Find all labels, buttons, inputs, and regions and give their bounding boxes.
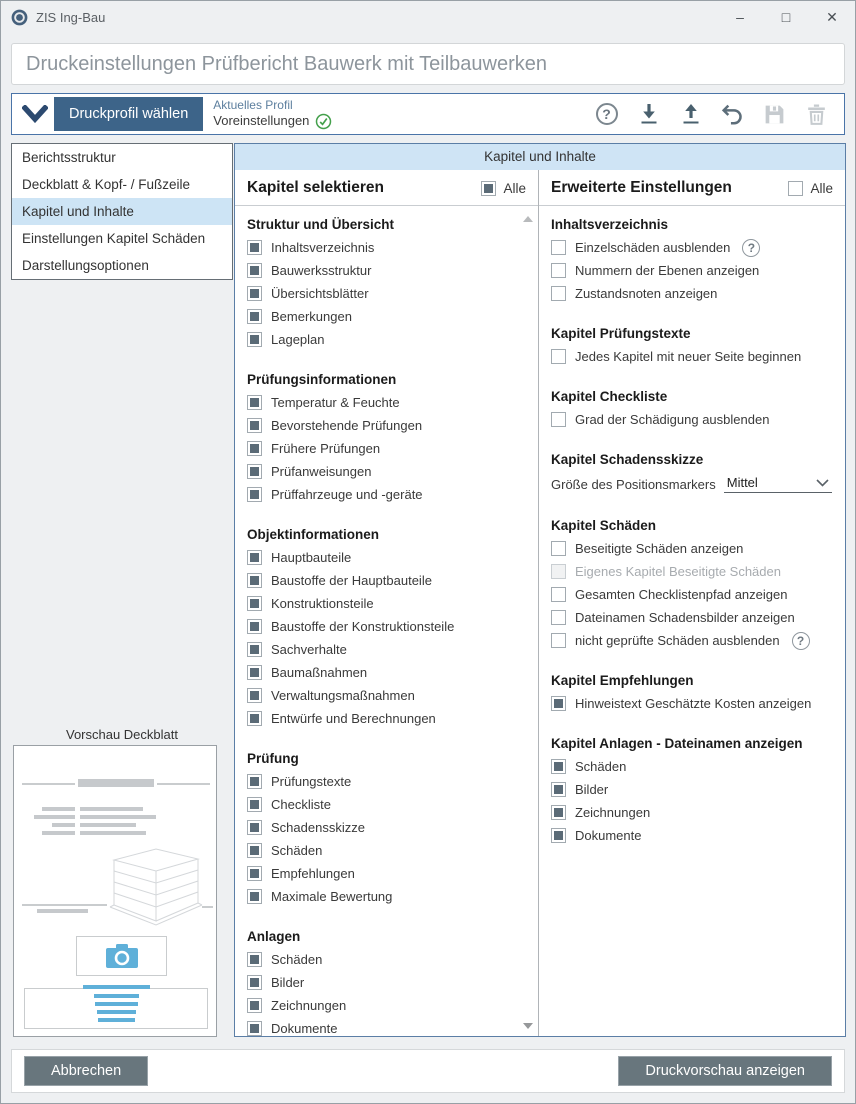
checkbox[interactable]	[551, 782, 566, 797]
chapter-item[interactable]	[247, 1017, 526, 1036]
checkbox[interactable]	[247, 596, 262, 611]
settings-nav-list	[11, 143, 233, 280]
chapter-item[interactable]	[247, 328, 526, 351]
checkbox[interactable]	[247, 418, 262, 433]
camera-icon	[105, 943, 139, 974]
checkbox-label: Prüfanweisungen	[271, 464, 372, 479]
checkbox-label: Verwaltungsmaßnahmen	[271, 688, 415, 703]
checkbox[interactable]	[551, 240, 566, 255]
scroll-down-arrow[interactable]	[523, 1023, 533, 1029]
checkbox[interactable]	[247, 797, 262, 812]
section-title: Kapitel Prüfungstexte	[551, 326, 691, 341]
window-title: ZIS Ing-Bau	[36, 9, 106, 25]
checkbox-label: Dokumente	[271, 1021, 338, 1036]
section-title: Kapitel Schadensskizze	[551, 452, 704, 467]
dropdown-value: Mittel	[726, 475, 758, 490]
checkbox[interactable]	[247, 332, 262, 347]
advanced-item[interactable]	[551, 282, 833, 305]
chapter-item[interactable]	[247, 414, 526, 437]
chapter-item[interactable]	[247, 592, 526, 615]
advanced-section	[551, 385, 833, 431]
cover-sketch-baseline	[22, 904, 107, 906]
dropdown-label: Größe des Positionsmarkers	[551, 476, 716, 492]
checkbox-label: Inhaltsverzeichnis	[271, 240, 375, 255]
checkbox-label: Schäden	[575, 759, 627, 774]
checkbox[interactable]	[247, 820, 262, 835]
advanced-item[interactable]	[551, 408, 833, 431]
chapter-item[interactable]	[247, 684, 526, 707]
chapter-item[interactable]	[247, 437, 526, 460]
section-title: Kapitel Schäden	[551, 518, 657, 533]
chapter-item[interactable]	[247, 885, 526, 908]
section-title: Kapitel Checkliste	[551, 389, 668, 404]
cover-sketch-row	[34, 815, 75, 819]
checkbox[interactable]	[247, 286, 262, 301]
checkbox[interactable]	[551, 633, 566, 648]
chapter-item[interactable]	[247, 816, 526, 839]
checkbox-label: Gesamten Checklistenpfad anzeigen	[575, 587, 788, 602]
checkbox[interactable]	[247, 688, 262, 703]
checkbox[interactable]	[247, 240, 262, 255]
minimize-button[interactable]: –	[736, 9, 744, 25]
export-arrow-up-icon	[679, 102, 703, 127]
checkbox[interactable]	[247, 395, 262, 410]
checkbox[interactable]	[247, 665, 262, 680]
checkbox-label: Zeichnungen	[271, 998, 347, 1013]
checkbox[interactable]	[247, 464, 262, 479]
chapter-item[interactable]	[247, 638, 526, 661]
checkbox[interactable]	[551, 412, 566, 427]
checkbox-label: Hauptbauteile	[271, 550, 352, 565]
cover-text-line	[98, 1018, 135, 1022]
checkbox[interactable]	[247, 441, 262, 456]
checkbox[interactable]	[247, 619, 262, 634]
advanced-item[interactable]	[551, 259, 833, 282]
checkbox-label: Baustoffe der Hauptbauteile	[271, 573, 432, 588]
choose-print-profile-button[interactable]: Druckprofil wählen	[54, 97, 203, 131]
checkbox[interactable]	[247, 975, 262, 990]
section-title: Prüfung	[247, 751, 299, 766]
undo-arrow-icon	[720, 102, 745, 127]
section-title: Anlagen	[247, 929, 301, 944]
chevron-down-icon	[816, 479, 829, 487]
floppy-disk-icon	[762, 102, 787, 127]
advanced-section	[551, 322, 833, 368]
chapter-select-title: Kapitel selektieren	[247, 179, 384, 196]
chapter-item[interactable]	[247, 948, 526, 971]
checkbox-label: Schäden	[271, 843, 323, 858]
checkbox-label: Checkliste	[271, 797, 331, 812]
checkbox-label: Prüfungstexte	[271, 774, 352, 789]
checkbox-label: Schadensskizze	[271, 820, 365, 835]
question-circle-icon[interactable]: ?	[792, 632, 810, 650]
advanced-item[interactable]	[551, 801, 833, 824]
advanced-section	[551, 732, 833, 847]
chapter-item[interactable]	[247, 615, 526, 638]
checkbox[interactable]	[551, 828, 566, 843]
select-all-chapters[interactable]: Alle	[481, 181, 526, 196]
section-title: Struktur und Übersicht	[247, 217, 395, 232]
chapter-item[interactable]	[247, 770, 526, 793]
checkbox[interactable]	[247, 487, 262, 502]
cover-text-line	[94, 994, 139, 998]
sidebar-item-darstellungsoptionen[interactable]: Darstellungsoptionen	[22, 258, 149, 273]
question-circle-icon: ?	[596, 103, 618, 125]
close-button[interactable]: ✕	[826, 8, 838, 25]
delete-profile-button[interactable]	[803, 101, 830, 128]
expand-profile-list-button[interactable]	[16, 97, 54, 131]
checkbox[interactable]	[247, 573, 262, 588]
checkbox-label: Zustandsnoten anzeigen	[575, 286, 718, 301]
dialog-footer	[11, 1049, 845, 1093]
checkbox[interactable]	[551, 286, 566, 301]
checkbox[interactable]	[247, 889, 262, 904]
panel-title: Kapitel und Inhalte	[235, 144, 845, 170]
cover-sketch-caption	[37, 909, 88, 913]
cover-sketch-line	[157, 783, 210, 785]
checkbox[interactable]	[551, 805, 566, 820]
advanced-section	[551, 514, 833, 652]
checkbox-label: Dokumente	[575, 828, 642, 843]
checkbox[interactable]	[551, 696, 566, 711]
export-profile-button[interactable]	[677, 101, 704, 128]
checkbox-label: Empfehlungen	[271, 866, 355, 881]
chapter-item[interactable]	[247, 391, 526, 414]
chapter-section	[247, 523, 526, 730]
dialog-title: Druckeinstellungen Prüfbericht Bauwerk mit Teilbauwerken	[11, 43, 845, 85]
advanced-section	[551, 669, 833, 715]
maximize-button[interactable]: □	[781, 9, 791, 25]
cover-sketch-line	[22, 783, 75, 785]
checkbox[interactable]	[247, 550, 262, 565]
chapter-item[interactable]	[247, 259, 526, 282]
checkbox[interactable]	[551, 564, 566, 579]
checkbox[interactable]	[247, 843, 262, 858]
chapter-settings-panel	[234, 143, 846, 1037]
cover-sketch-row	[80, 831, 146, 835]
checkbox-label: Baustoffe der Konstruktionsteile	[271, 619, 455, 634]
chapter-item[interactable]	[247, 460, 526, 483]
select-all-advanced-checkbox[interactable]	[788, 181, 803, 196]
sidebar-item-deckblatt-kopf-fußzeile[interactable]: Deckblatt & Kopf- / Fußzeile	[22, 177, 191, 192]
position-marker-size-dropdown[interactable]	[724, 475, 832, 493]
checkbox[interactable]	[247, 998, 262, 1013]
chapter-item[interactable]	[247, 661, 526, 684]
checkbox-label: nicht geprüfte Schäden ausblenden	[575, 633, 780, 648]
trash-can-icon	[804, 102, 829, 127]
chapter-item[interactable]	[247, 236, 526, 259]
checkbox[interactable]	[551, 263, 566, 278]
checkbox-label: Dateinamen Schadensbilder anzeigen	[575, 610, 795, 625]
advanced-item[interactable]	[551, 629, 833, 652]
chapter-section	[247, 747, 526, 908]
checkbox-label: Zeichnungen	[575, 805, 651, 820]
cover-sketch-row	[42, 807, 75, 811]
advanced-item[interactable]	[551, 583, 833, 606]
section-title: Kapitel Empfehlungen	[551, 673, 694, 688]
chapter-section	[247, 213, 526, 351]
select-all-advanced[interactable]: Alle	[788, 181, 833, 196]
chapter-item[interactable]	[247, 971, 526, 994]
checkbox[interactable]	[247, 642, 262, 657]
import-profile-button[interactable]	[635, 101, 662, 128]
checkbox-label: Bilder	[575, 782, 609, 797]
chapter-item[interactable]	[247, 546, 526, 569]
checkbox-label: Bevorstehende Prüfungen	[271, 418, 423, 433]
chapter-section	[247, 368, 526, 506]
chapter-item[interactable]	[247, 707, 526, 730]
advanced-item[interactable]	[551, 345, 833, 368]
checkbox-label: Konstruktionsteile	[271, 596, 374, 611]
sidebar-item-kapitel-und-inhalte[interactable]: Kapitel und Inhalte	[12, 198, 232, 225]
advanced-item[interactable]	[551, 560, 833, 583]
cover-sketch-row	[42, 831, 75, 835]
advanced-settings-column	[539, 170, 845, 1036]
import-arrow-down-icon	[637, 102, 661, 127]
checkbox-label: Bauwerksstruktur	[271, 263, 372, 278]
chapter-select-column	[235, 170, 538, 1036]
question-circle-icon[interactable]: ?	[742, 239, 760, 257]
checkbox-label: Baumaßnahmen	[271, 665, 368, 680]
checkbox[interactable]	[247, 1021, 262, 1036]
cover-text-line	[83, 985, 150, 989]
chapter-item[interactable]	[247, 569, 526, 592]
checkbox[interactable]	[551, 541, 566, 556]
chapter-item[interactable]	[247, 994, 526, 1017]
section-title: Prüfungsinformationen	[247, 372, 397, 387]
checkbox-label: Hinweistext Geschätzte Kosten anzeigen	[575, 696, 812, 711]
show-print-preview-button[interactable]: Druckvorschau anzeigen	[618, 1056, 832, 1086]
chapter-item[interactable]	[247, 793, 526, 816]
section-title: Objektinformationen	[247, 527, 380, 542]
profile-toolbar	[11, 93, 845, 135]
advanced-section	[551, 213, 833, 305]
profile-ok-check-icon	[315, 113, 332, 130]
chevron-down-icon	[22, 105, 48, 123]
checkbox[interactable]	[551, 349, 566, 364]
checkbox-label: Grad der Schädigung ausblenden	[575, 412, 770, 427]
checkbox-label: Bilder	[271, 975, 305, 990]
checkbox-label: Eigenes Kapitel Beseitigte Schäden	[575, 564, 781, 579]
sidebar-item-berichtsstruktur[interactable]: Berichtsstruktur	[22, 150, 116, 165]
checkbox-label: Sachverhalte	[271, 642, 347, 657]
help-button[interactable]	[593, 101, 620, 128]
checkbox[interactable]	[247, 309, 262, 324]
checkbox[interactable]	[247, 866, 262, 881]
cover-sketch-row	[52, 823, 75, 827]
checkbox-label: Bemerkungen	[271, 309, 352, 324]
checkbox-label: Prüffahrzeuge und -geräte	[271, 487, 423, 502]
section-title: Kapitel Anlagen - Dateinamen anzeigen	[551, 736, 803, 751]
select-all-chapters-checkbox[interactable]	[481, 181, 496, 196]
checkbox[interactable]	[247, 263, 262, 278]
save-profile-button[interactable]	[761, 101, 788, 128]
scroll-up-arrow[interactable]	[523, 216, 533, 222]
chapter-item[interactable]	[247, 282, 526, 305]
checkbox[interactable]	[551, 759, 566, 774]
cover-sketch-row	[80, 815, 156, 819]
chapter-item[interactable]	[247, 862, 526, 885]
checkbox-label: Frühere Prüfungen	[271, 441, 381, 456]
chapter-section	[247, 925, 526, 1036]
section-title: Inhaltsverzeichnis	[551, 217, 669, 232]
checkbox[interactable]	[551, 587, 566, 602]
position-marker-size-row	[551, 471, 833, 497]
checkbox[interactable]	[247, 711, 262, 726]
cover-sketch-row	[80, 823, 136, 827]
chapter-item[interactable]	[247, 839, 526, 862]
app-icon	[11, 9, 28, 26]
checkbox-label: Beseitigte Schäden anzeigen	[575, 541, 744, 556]
cover-sketch-title-bar	[78, 779, 154, 787]
checkbox-label: Temperatur & Feuchte	[271, 395, 400, 410]
current-profile-label: Aktuelles Profil	[213, 98, 293, 112]
advanced-item[interactable]	[551, 537, 833, 560]
advanced-settings-title: Erweiterte Einstellungen	[551, 179, 732, 196]
checkbox[interactable]	[247, 952, 262, 967]
advanced-item[interactable]	[551, 778, 833, 801]
sidebar-item-einstellungen-kapitel-schäden[interactable]: Einstellungen Kapitel Schäden	[22, 231, 206, 246]
cover-sketch-row	[80, 807, 143, 811]
checkbox-label: Schäden	[271, 952, 323, 967]
advanced-item[interactable]	[551, 692, 833, 715]
chapter-item[interactable]	[247, 483, 526, 506]
chapter-item[interactable]	[247, 305, 526, 328]
advanced-item[interactable]	[551, 824, 833, 847]
advanced-item[interactable]	[551, 236, 833, 259]
advanced-section	[551, 448, 833, 497]
checkbox[interactable]	[551, 610, 566, 625]
cover-text-line	[95, 1002, 138, 1006]
current-profile	[213, 98, 332, 130]
current-profile-value: Voreinstellungen	[213, 113, 310, 129]
cover-preview-label: Vorschau Deckblatt	[65, 727, 178, 742]
checkbox-label: Maximale Bewertung	[271, 889, 393, 904]
checkbox-label: Jedes Kapitel mit neuer Seite beginnen	[575, 349, 802, 364]
undo-button[interactable]	[719, 101, 746, 128]
advanced-item[interactable]	[551, 606, 833, 629]
checkbox-label: Einzelschäden ausblenden	[575, 240, 731, 255]
cancel-button[interactable]: Abbrechen	[24, 1056, 148, 1086]
checkbox[interactable]	[247, 774, 262, 789]
advanced-item[interactable]	[551, 755, 833, 778]
building-sketch	[106, 845, 206, 934]
titlebar	[1, 1, 855, 33]
cover-preview	[13, 745, 217, 1037]
cover-text-line	[97, 1010, 136, 1014]
checkbox-label: Übersichtsblätter	[271, 286, 369, 301]
cover-sketch-baseline	[202, 906, 213, 908]
checkbox-label: Entwürfe und Berechnungen	[271, 711, 436, 726]
checkbox-label: Lageplan	[271, 332, 325, 347]
checkbox-label: Nummern der Ebenen anzeigen	[575, 263, 760, 278]
